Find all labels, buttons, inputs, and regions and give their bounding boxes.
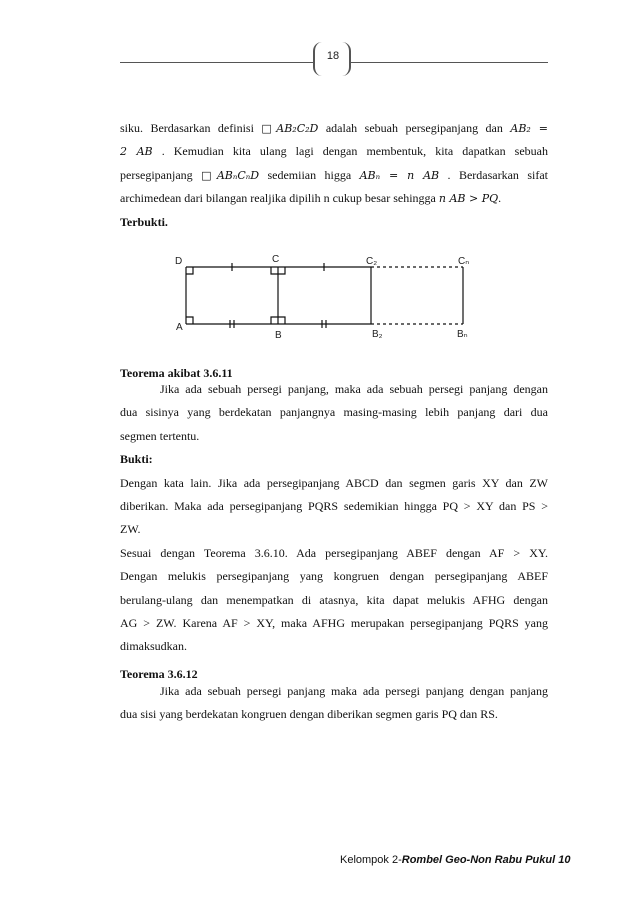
math-ab2: AB₂ =: [510, 122, 549, 135]
proof-line-1: siku. Berdasarkan definisi □AB₂C₂D adalah sebuah persegipanjang dan AB₂ =: [120, 121, 549, 135]
right-angle-d: [186, 267, 193, 274]
corollary-body: [120, 378, 548, 659]
right-angle-b-left: [271, 317, 278, 324]
right-angle-b-right: [278, 317, 285, 324]
theorem-body: [120, 680, 548, 727]
label-c2: C₂: [366, 256, 378, 267]
corollary-proof-line-5: Dengan melukis persegipanjang yang kongruen dengan persegipanjang ABEF: [120, 569, 548, 584]
proof-line-3: persegipanjang □ABₙCₙD sedemiian higga ABₙ = n AB . Berdasarkan sifat: [120, 167, 549, 182]
proof-label: Bukti:: [120, 452, 153, 467]
math-abncnd: □ABₙCₙD: [201, 168, 260, 182]
corollary-proof-line-8: dimaksudkan.: [120, 639, 187, 654]
math-nab-pq: n AB > PQ: [438, 192, 499, 206]
corollary-line-2: dua sisinya yang berdekatan panjangnya masing-masing lebih panjang dari dua: [120, 405, 548, 420]
label-c: C: [272, 254, 280, 265]
rectangle-diagram: [170, 248, 480, 348]
corollary-proof-line-4: Sesuai dengan Teorema 3.6.10. Ada persegipanjang ABEF dengan AF > XY.: [120, 545, 548, 560]
math-ab2c2d: □AB₂C₂D: [261, 122, 319, 135]
proof-continuation: [120, 117, 548, 234]
proof-line-2: 2 AB . Kemudian kita ulang lagi dengan membentuk, kita dapatkan sebuah: [120, 144, 548, 159]
corollary-title: Teorema akibat 3.6.11: [120, 366, 233, 380]
right-angle-a: [186, 317, 193, 324]
label-bn: Bₙ: [457, 329, 468, 340]
right-angle-c-right: [278, 267, 285, 274]
theorem-line-2: dua sisi yang berdekatan kongruen dengan diberikan segmen garis PQ dan RS.: [120, 707, 498, 722]
header-rule-right: [351, 62, 548, 63]
theorem-line-1: Jika ada sebuah persegi panjang maka ada persegi panjang dengan panjang: [160, 684, 548, 698]
page-number: 18: [326, 50, 340, 62]
corollary-line-1: Jika ada sebuah persegi panjang, maka ada sebuah persegi panjang dengan: [160, 382, 548, 396]
right-angle-c-left: [271, 267, 278, 274]
proof-conclusion: Terbukti.: [120, 214, 168, 229]
math-2ab: 2 AB: [120, 145, 153, 159]
corollary-proof-line-7: AG > ZW. Karena AF > XY, maka AFHG merupakan persegipanjang PQRS yang: [120, 616, 548, 631]
page-footer: Kelompok 2-Rombel Geo-Non Rabu Pukul 10: [340, 854, 571, 866]
label-d: D: [175, 256, 183, 267]
corollary-proof-line-6: berulang-ulang dan menempatkan di atasnya, kita dapat melukis AFHG dengan: [120, 592, 548, 607]
corollary-line-3: segmen tertentu.: [120, 428, 200, 443]
label-b2: B₂: [372, 329, 383, 340]
label-cn: Cₙ: [458, 256, 470, 267]
label-a: A: [176, 322, 183, 333]
footer-group-name: Rombel Geo-Non Rabu Pukul 10: [401, 854, 571, 866]
header-rule-left: [120, 62, 313, 63]
corollary-proof-line-3: ZW.: [120, 522, 141, 537]
label-b: B: [275, 330, 282, 341]
math-abn: ABₙ = n AB: [359, 168, 440, 182]
theorem-title: Teorema 3.6.12: [120, 667, 198, 681]
corollary-proof-line-1: Dengan kata lain. Jika ada persegipanjang ABCD dan segmen garis XY dan ZW: [120, 475, 548, 490]
proof-line-4: archimedean dari bilangan realjika dipilih n cukup besar sehingga n AB > PQ.: [120, 191, 502, 206]
corollary-proof-line-2: diberikan. Maka ada persegipanjang PQRS sedemikian hingga PQ > XY dan PS >: [120, 499, 548, 514]
